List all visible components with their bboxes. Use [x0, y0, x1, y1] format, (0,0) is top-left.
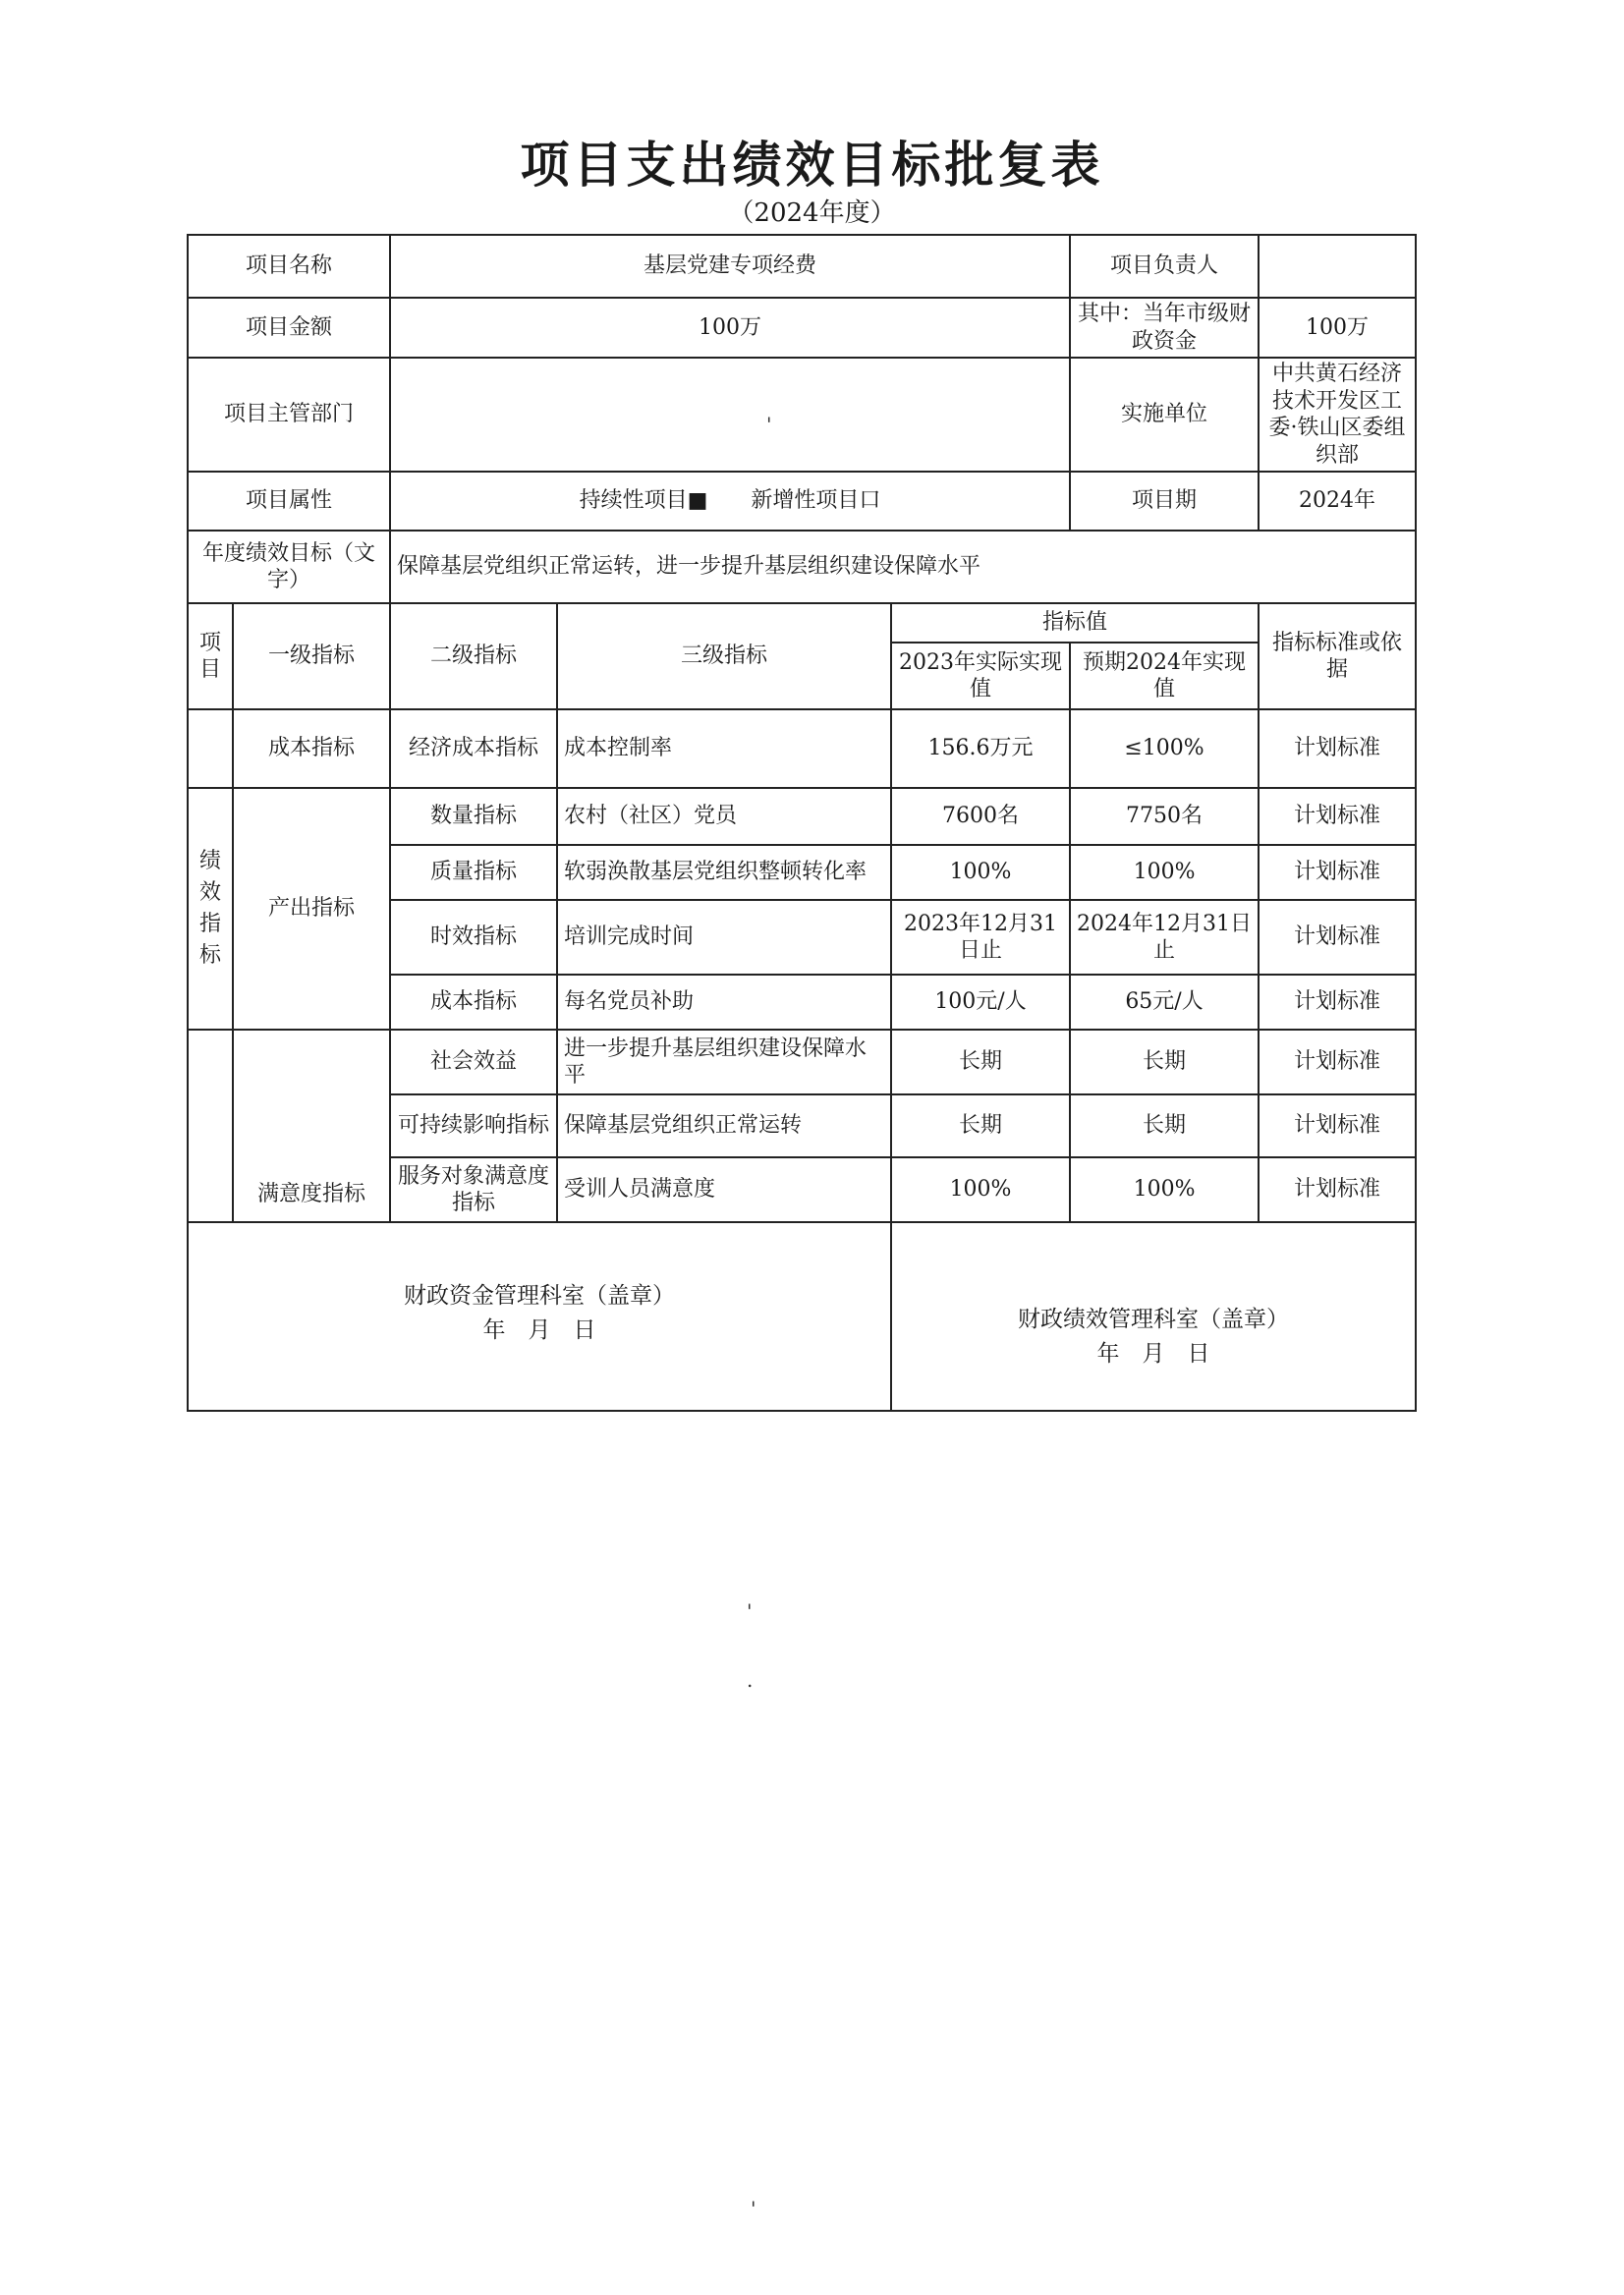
expected-2024-cell: 100% — [1070, 845, 1259, 900]
expected-2024-cell: 65元/人 — [1070, 975, 1259, 1030]
actual-2023-cell: 长期 — [891, 1094, 1070, 1157]
city-fund-value: 100万 — [1259, 298, 1416, 358]
expected-2024-cell: 2024年12月31日止 — [1070, 900, 1259, 975]
standard-cell: 计划标准 — [1259, 709, 1416, 788]
project-name-value: 基层党建专项经费 — [390, 235, 1070, 298]
dept-label: 项目主管部门 — [188, 358, 390, 472]
level3-cell: 每名党员补助 — [557, 975, 891, 1030]
actual-2023-cell: 100% — [891, 845, 1070, 900]
standard-cell: 计划标准 — [1259, 1030, 1416, 1094]
attr-value: 持续性项目■ 新增性项目口 — [390, 472, 1070, 531]
col-header-level3: 三级指标 — [557, 603, 891, 709]
row-goal — [188, 531, 1416, 603]
col-header-actual-2023: 2023年实际实现值 — [891, 643, 1070, 709]
actual-2023-cell: 100元/人 — [891, 975, 1070, 1030]
standard-cell: 计划标准 — [1259, 845, 1416, 900]
scan-mark: ' — [751, 2197, 756, 2220]
actual-2023-cell: 156.6万元 — [891, 709, 1070, 788]
item-cell — [188, 709, 233, 788]
page-subtitle: （2024年度） — [728, 198, 896, 228]
level1-satisfaction: 满意度指标 — [233, 1030, 390, 1222]
level3-cell: 软弱涣散基层党组织整顿转化率 — [557, 845, 891, 900]
col-header-expected-2024: 预期2024年实现值 — [1070, 643, 1259, 709]
level2-cell: 经济成本指标 — [390, 709, 557, 788]
level2-cell: 数量指标 — [390, 788, 557, 845]
row-signatures — [188, 1222, 1416, 1411]
level3-cell: 保障基层党组织正常运转 — [557, 1094, 891, 1157]
period-value: 2024年 — [1259, 472, 1416, 531]
table-row — [188, 788, 1416, 845]
standard-cell: 计划标准 — [1259, 975, 1416, 1030]
col-header-standard: 指标标准或依据 — [1259, 603, 1416, 709]
col-header-level1: 一级指标 — [233, 603, 390, 709]
page-title: 项目支出绩效目标批复表 — [520, 136, 1104, 194]
expected-2024-cell: 100% — [1070, 1157, 1259, 1222]
actual-2023-cell: 100% — [891, 1157, 1070, 1222]
actual-2023-cell: 长期 — [891, 1030, 1070, 1094]
standard-cell: 计划标准 — [1259, 1157, 1416, 1222]
level2-cell: 时效指标 — [390, 900, 557, 975]
col-header-level2: 二级指标 — [390, 603, 557, 709]
project-leader-value — [1259, 235, 1416, 298]
dept-value — [390, 358, 1070, 472]
level2-cell: 成本指标 — [390, 975, 557, 1030]
row-attribute — [188, 472, 1416, 531]
level2-cell: 质量指标 — [390, 845, 557, 900]
level3-cell: 成本控制率 — [557, 709, 891, 788]
project-name-label: 项目名称 — [188, 235, 390, 298]
level3-cell: 进一步提升基层组织建设保障水平 — [557, 1030, 891, 1094]
expected-2024-cell: ≤100% — [1070, 709, 1259, 788]
level1-cost: 成本指标 — [233, 709, 390, 788]
signature-performance-label: 财政绩效管理科室（盖章） — [1018, 1307, 1290, 1332]
expected-2024-cell: 长期 — [1070, 1094, 1259, 1157]
row-project-amount — [188, 298, 1416, 358]
standard-cell: 计划标准 — [1259, 788, 1416, 845]
signature-fund-management — [188, 1222, 891, 1411]
table-row — [188, 709, 1416, 788]
goal-value: 保障基层党组织正常运转，进一步提升基层组织建设保障水平 — [390, 531, 1416, 603]
item-cell — [188, 1030, 233, 1222]
signature-performance-date: 年 月 日 — [1096, 1340, 1210, 1367]
level2-cell: 服务对象满意度指标 — [390, 1157, 557, 1222]
expected-2024-cell: 7750名 — [1070, 788, 1259, 845]
row-column-headers-1 — [188, 603, 1416, 643]
row-project-name — [188, 235, 1416, 298]
actual-2023-cell: 2023年12月31日止 — [891, 900, 1070, 975]
item-group-performance — [188, 788, 233, 1030]
period-label: 项目期 — [1070, 472, 1259, 531]
amount-value: 100万 — [390, 298, 1070, 358]
amount-label: 项目金额 — [188, 298, 390, 358]
scan-mark: ' — [766, 413, 772, 436]
unit-label: 实施单位 — [1070, 358, 1259, 472]
col-header-value-group: 指标值 — [891, 603, 1259, 643]
level3-cell: 培训完成时间 — [557, 900, 891, 975]
table-row — [188, 1030, 1416, 1094]
level3-cell: 受训人员满意度 — [557, 1157, 891, 1222]
col-header-item: 项目 — [188, 603, 233, 709]
scan-mark: ' — [747, 1599, 753, 1623]
scan-mark: . — [747, 1668, 754, 1692]
project-leader-label: 项目负责人 — [1070, 235, 1259, 298]
standard-cell: 计划标准 — [1259, 1094, 1416, 1157]
approval-form-table — [187, 234, 1417, 1412]
actual-2023-cell: 7600名 — [891, 788, 1070, 845]
unit-value: 中共黄石经济技术开发区工委·铁山区委组织部 — [1259, 358, 1416, 472]
attr-label: 项目属性 — [188, 472, 390, 531]
level2-cell: 可持续影响指标 — [390, 1094, 557, 1157]
city-fund-label: 其中：当年市级财政资金 — [1070, 298, 1259, 358]
row-department — [188, 358, 1416, 472]
level3-cell: 农村（社区）党员 — [557, 788, 891, 845]
signature-performance-management — [891, 1222, 1416, 1411]
expected-2024-cell: 长期 — [1070, 1030, 1259, 1094]
item-group-label: 绩效指标 — [199, 849, 222, 968]
goal-label: 年度绩效目标（文字） — [188, 531, 390, 603]
signature-fund-label: 财政资金管理科室（盖章） — [404, 1283, 675, 1309]
level2-cell: 社会效益 — [390, 1030, 557, 1094]
signature-fund-date: 年 月 日 — [482, 1316, 596, 1343]
standard-cell: 计划标准 — [1259, 900, 1416, 975]
level1-output: 产出指标 — [233, 788, 390, 1030]
